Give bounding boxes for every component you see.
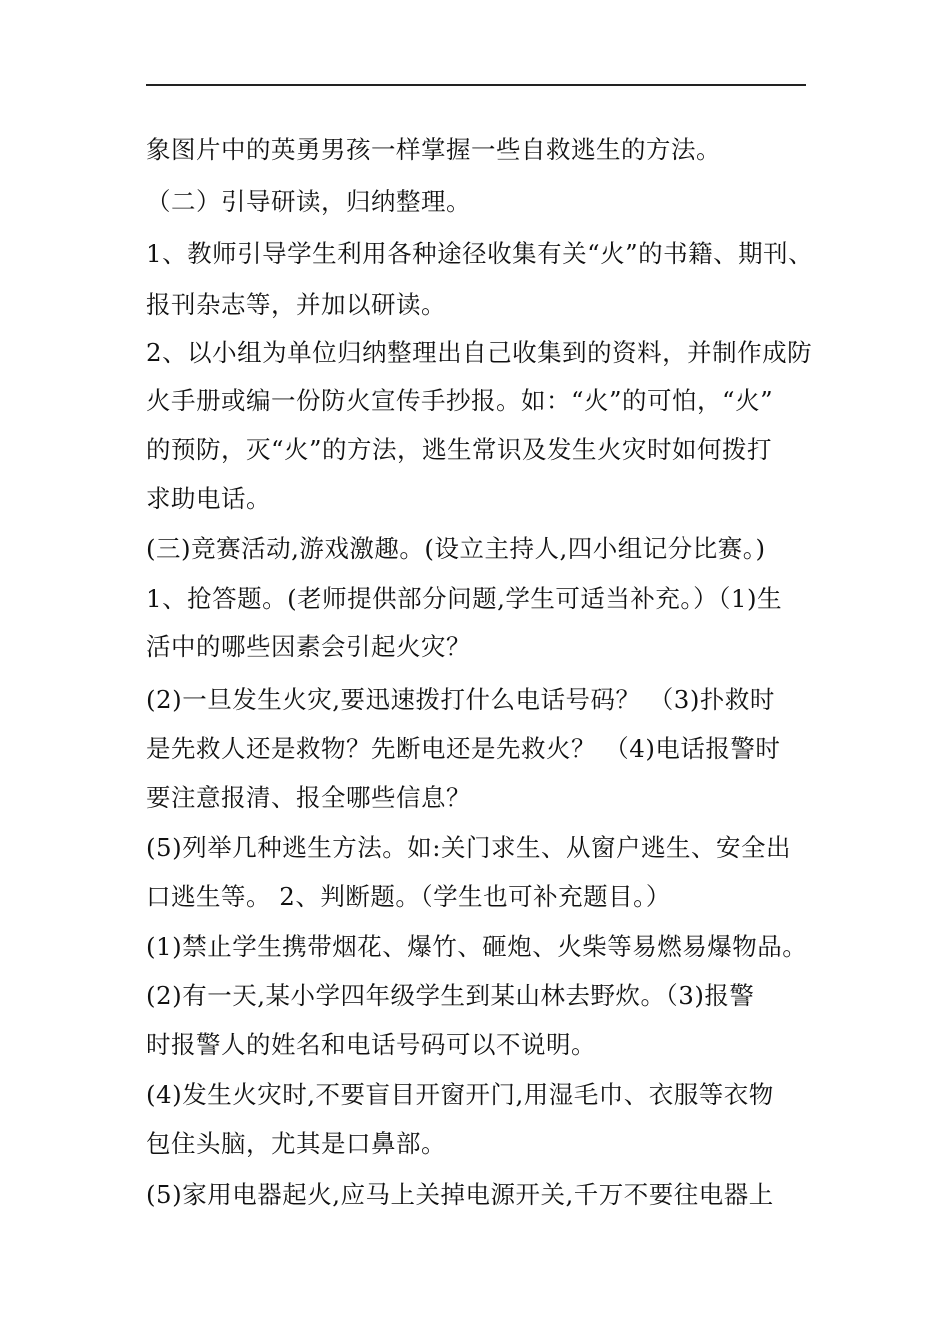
text-line: 求助电话。 [146, 484, 271, 513]
text-line: (4)发生火灾时,不要盲目开窗开门,用湿毛巾、衣服等衣物 [146, 1080, 774, 1109]
text-line: (1)禁止学生携带烟花、爆竹、砸炮、火柴等易燃易爆物品。 [146, 932, 808, 961]
text-line: 火手册或编一份防火宣传手抄报。如：“火”的可怕，“火” [146, 386, 774, 415]
text-line: (2)一旦发生火灾,要迅速拨打什么电话号码？ （3)扑救时 [146, 685, 775, 714]
header-rule [146, 84, 806, 86]
text-line: 要注意报清、报全哪些信息？ [146, 783, 471, 812]
text-line: (2)有一天,某小学四年级学生到某山林去野炊。（3)报警 [146, 981, 755, 1010]
text-line: 报刊杂志等，并加以研读。 [146, 290, 446, 319]
text-line: 象图片中的英勇男孩一样掌握一些自救逃生的方法。 [146, 135, 721, 164]
section-heading: （二）引导研读，归纳整理。 [146, 187, 471, 216]
text-line: 2、以小组为单位归纳整理出自己收集到的资料，并制作成防 [146, 338, 813, 367]
text-line: 1、教师引导学生利用各种途径收集有关“火”的书籍、期刊、 [146, 239, 814, 268]
text-line: (5)列举几种逃生方法。如:关门求生、从窗户逃生、安全出 [146, 833, 791, 862]
text-line: 口逃生等。 2、判断题。（学生也可补充题目。） [146, 882, 671, 911]
section-heading: (三)竞赛活动,游戏激趣。(设立主持人,四小组记分比赛。) [146, 534, 766, 563]
text-line: 时报警人的姓名和电话号码可以不说明。 [146, 1030, 596, 1059]
text-line: 1、抢答题。(老师提供部分问题,学生可适当补充。）（1)生 [146, 584, 783, 613]
text-line: 活中的哪些因素会引起火灾？ [146, 632, 471, 661]
text-line: 包住头脑，尤其是口鼻部。 [146, 1129, 446, 1158]
text-line: (5)家用电器起火,应马上关掉电源开关,千万不要往电器上 [146, 1180, 774, 1209]
text-line: 的预防，灭“火”的方法，逃生常识及发生火灾时如何拨打 [146, 435, 773, 464]
text-line: 是先救人还是救物？先断电还是先救火？ （4)电话报警时 [146, 734, 781, 763]
